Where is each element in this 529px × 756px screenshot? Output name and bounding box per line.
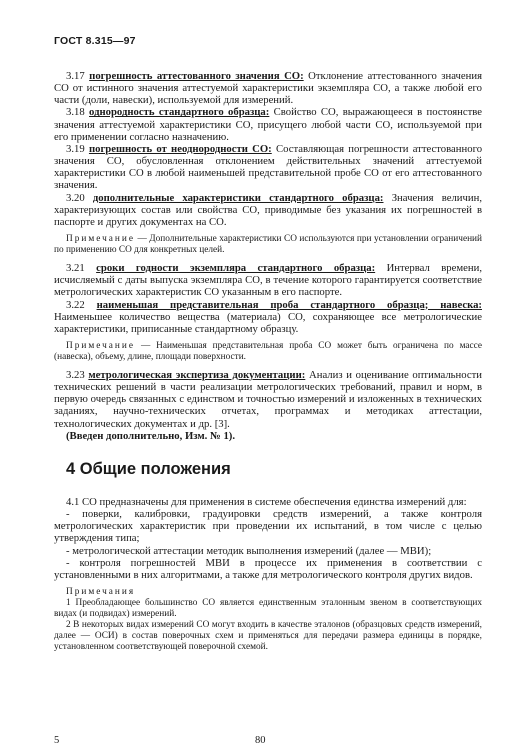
amendment-text: (Введен дополнительно, Изм. № 1). bbox=[66, 429, 236, 442]
section-heading: 4 Общие положения bbox=[66, 459, 231, 478]
clause-term: погрешность аттестованного значения СО: bbox=[89, 70, 304, 82]
clause-text: Составляющая погрешности аттестованного значения СО, обусловленная отклонением действительных значений аттестуемой характеристики СО в любой наименьшей представительной пробе СО от его аттестованного значения. bbox=[54, 142, 483, 192]
note-3-22 bbox=[54, 341, 482, 363]
note-text: — Дополнительные характеристики СО используются при установлении ограничений по применению СО для конкретных целей. bbox=[54, 234, 482, 256]
clause-term: погрешность от неоднородности СО: bbox=[88, 142, 272, 155]
note-text: — Наименьшая представительная проба СО может быть ограничена по массе (навеска), объему, длине, площади поверхности. bbox=[54, 340, 483, 362]
note-item: 2 В некоторых видах измерений СО могут входить в качестве эталонов (образцовых средств измерений, далее — ОСИ) в состав поверочных схем и применяться для передачи размера единицы в порядке, установленном соответствующей поверочной схемой. bbox=[54, 620, 482, 652]
amendment-note bbox=[54, 430, 482, 442]
list-item: - поверки, калибровки, градуировки средств измерений, а также контроля метрологических характеристик при проведении их испытаний, в том числе с целью утверждения типа; bbox=[54, 508, 482, 545]
clause-3-19 bbox=[54, 143, 482, 192]
page-number-left: 5 bbox=[54, 735, 60, 746]
clause-term: однородность стандартного образца: bbox=[89, 106, 270, 119]
clause-number: 3.21 bbox=[66, 262, 85, 275]
notes-label: Примечания bbox=[66, 587, 136, 597]
clause-3-23 bbox=[54, 369, 482, 430]
clause-number: 3.22 bbox=[66, 298, 85, 311]
page-content bbox=[54, 70, 482, 653]
clause-3-18 bbox=[54, 106, 482, 142]
clause-text: Интервал времени, исчисляемый с даты выпуска экземпляра СО, в течение которого гарантируется соответствие метрологических характеристик СО указанным в его паспорте. bbox=[54, 262, 483, 299]
clause-3-21 bbox=[54, 262, 482, 298]
clause-term: наименьшая представительная проба стандартного образца; навеска: bbox=[96, 298, 482, 311]
clause-term: сроки годности экземпляра стандартного образца: bbox=[96, 262, 376, 275]
clause-3-17 bbox=[54, 70, 482, 106]
note-3-20 bbox=[54, 234, 482, 256]
clause-number: 3.23 bbox=[66, 368, 85, 381]
clause-text: Наименьшее количество вещества (материала) СО, сохраняющее все метрологические характеристики, приписанные стандартному образцу. bbox=[54, 310, 482, 335]
clause-4-1-intro: 4.1 СО предназначены для применения в системе обеспечения единства измерений для: bbox=[66, 495, 467, 508]
page-header: ГОСТ 8.315—97 bbox=[54, 35, 136, 47]
clause-3-22 bbox=[54, 299, 482, 335]
clause-3-20 bbox=[54, 192, 482, 228]
note-item: 1 Преобладающее большинство СО является единственным эталонным звеном в соответствующих видах (и подвидах) измерений. bbox=[54, 598, 482, 619]
clause-text: Свойство СО, выражающееся в постоянстве значения аттестуемой характеристики СО, присущего любой части СО, используемой при его применении согласно назначению. bbox=[54, 106, 483, 143]
clause-number: 3.20 bbox=[66, 191, 85, 204]
note-label: Примечание bbox=[66, 340, 135, 351]
clause-number: 3.19 bbox=[66, 142, 85, 155]
note-label: Примечание bbox=[66, 234, 135, 245]
clause-text: Значения величин, характеризующих состав или свойства СО, приводимые без указания их погрешностей в паспорте и других документах на СО. bbox=[54, 191, 482, 228]
clause-number: 3.18 bbox=[66, 106, 85, 119]
clause-term: метрологическая экспертиза документации: bbox=[88, 368, 306, 381]
clause-number: 3.17 bbox=[66, 70, 85, 82]
list-item: - контроля погрешностей МВИ в процессе их применения в соответствии с установленными в них алгоритмами, а также для метрологического контроля других видов. bbox=[54, 556, 482, 581]
clause-term: дополнительные характеристики стандартного образца: bbox=[92, 191, 384, 204]
clause-text: Анализ и оценивание оптимальности технических решений в части реализации метрологических требований, правил и норм, в первую очередь связанных с единством и точностью измерений и изложенных в технических заданиях, научно-технических отчетах, программах и методиках аттестации, технологических документах и др. [3]. bbox=[54, 368, 483, 430]
clause-text: Отклонение аттестованного значения СО от истинного значения аттестуемой характеристики экземпляра СО, а также любой его части (доли, навески), используемой для измерений. bbox=[54, 70, 483, 107]
page-number-center: 80 bbox=[255, 735, 266, 746]
list-item: - метрологической аттестации методик выполнения измерений (далее — МВИ); bbox=[66, 544, 432, 557]
